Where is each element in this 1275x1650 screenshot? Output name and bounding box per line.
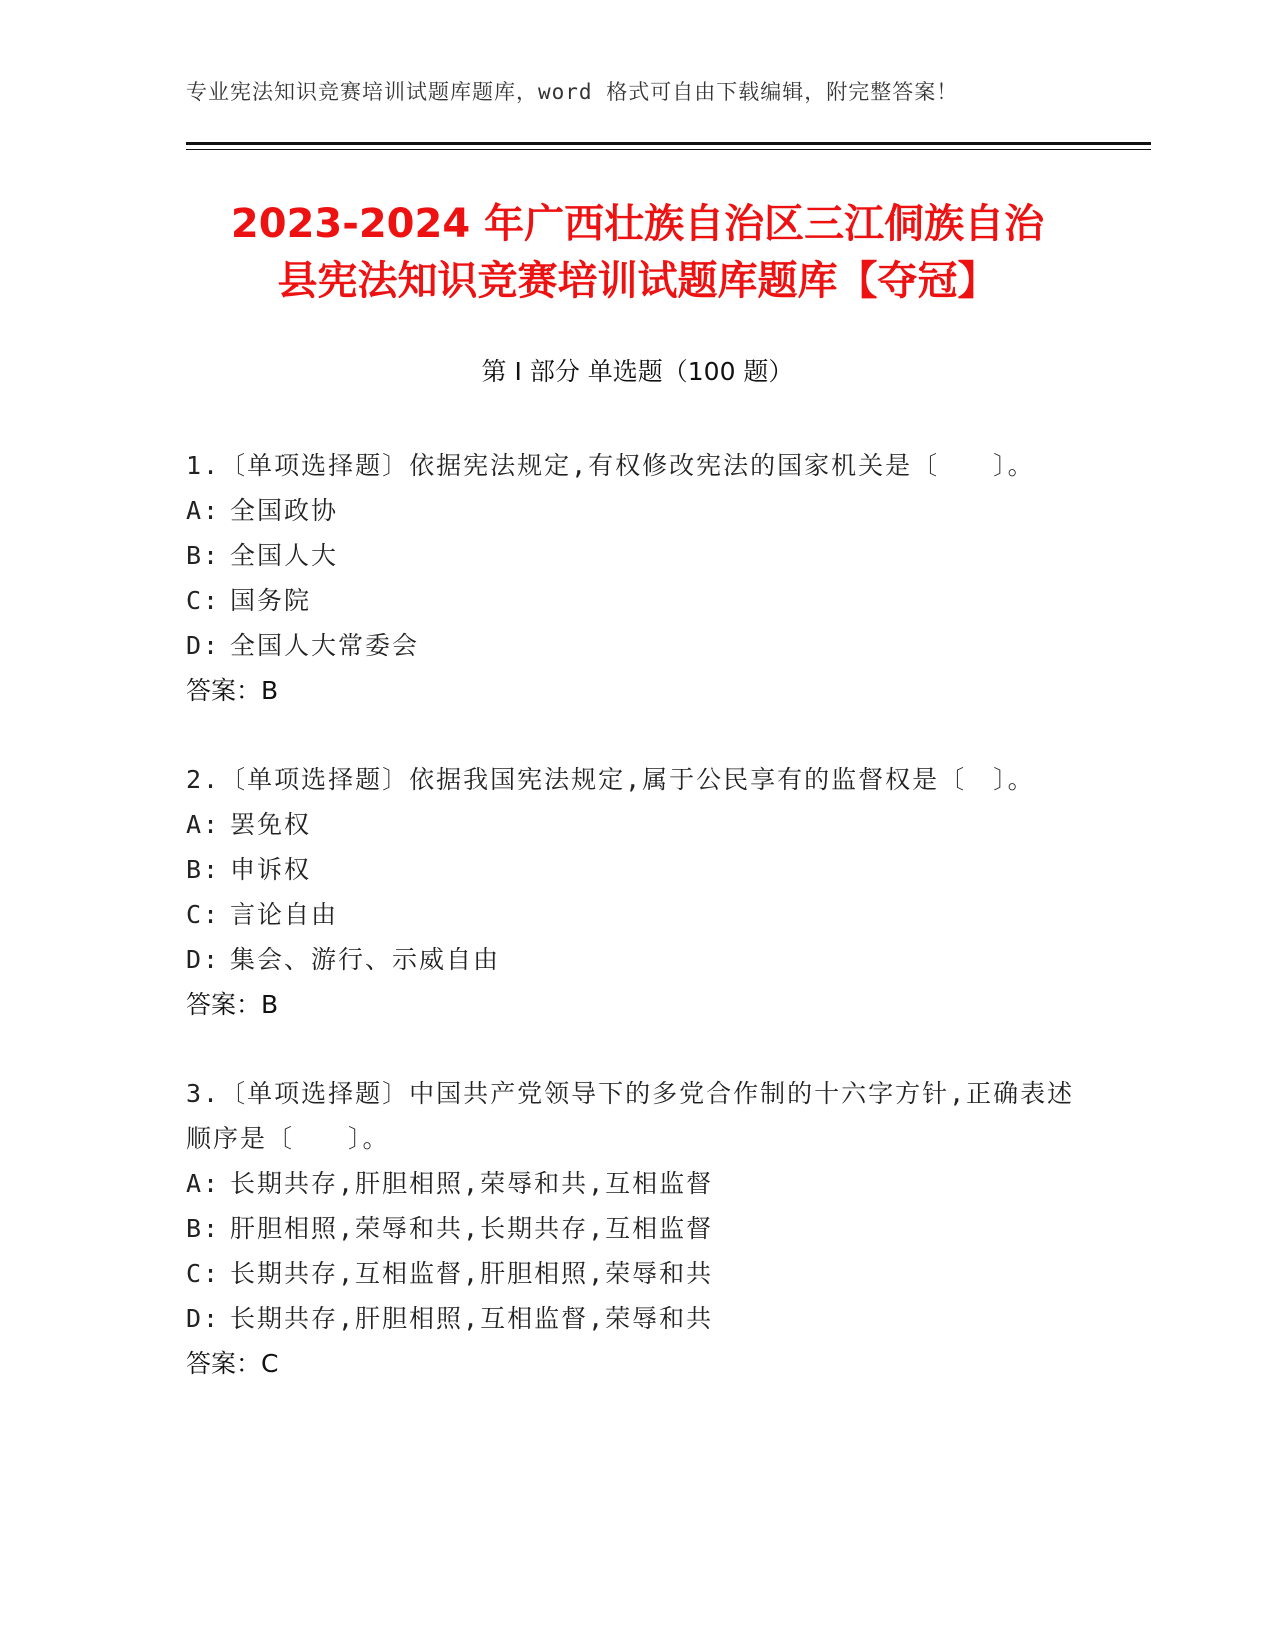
option-text: 长期共存,互相监督,肝胆相照,荣辱和共 bbox=[230, 1259, 714, 1288]
question-stem: 2.〔单项选择题〕依据我国宪法规定,属于公民享有的监督权是〔 〕。 bbox=[186, 765, 1035, 794]
option-key: D: bbox=[186, 1304, 221, 1333]
answer-line: 答案：C bbox=[186, 1349, 279, 1378]
question-1 bbox=[186, 443, 1086, 713]
section-heading: 第 I 部分 单选题（100 题） bbox=[481, 357, 794, 386]
option-text: 全国人大常委会 bbox=[230, 631, 420, 660]
option-c bbox=[186, 1251, 1086, 1296]
answer-line: 答案：B bbox=[186, 676, 279, 705]
option-key: B: bbox=[186, 855, 221, 884]
question-2 bbox=[186, 757, 1086, 1027]
question-stem: 1.〔单项选择题〕依据宪法规定,有权修改宪法的国家机关是〔 〕。 bbox=[186, 451, 1035, 480]
option-d bbox=[186, 1296, 1086, 1341]
option-d bbox=[186, 937, 1086, 982]
option-a bbox=[186, 488, 1086, 533]
option-text: 长期共存,肝胆相照,荣辱和共,互相监督 bbox=[230, 1169, 714, 1198]
option-key: C: bbox=[186, 1259, 221, 1288]
option-text: 全国政协 bbox=[230, 496, 339, 525]
header-rule-thick bbox=[186, 142, 1151, 145]
option-key: C: bbox=[186, 586, 221, 615]
option-b bbox=[186, 533, 1086, 578]
option-a bbox=[186, 802, 1086, 847]
header-rule-thin bbox=[186, 149, 1151, 150]
option-key: A: bbox=[186, 496, 221, 525]
option-key: A: bbox=[186, 810, 221, 839]
option-key: B: bbox=[186, 541, 221, 570]
option-text: 申诉权 bbox=[230, 855, 312, 884]
title-line-2: 县宪法知识竞赛培训试题库题库【夺冠】 bbox=[277, 258, 998, 304]
option-c bbox=[186, 892, 1086, 937]
question-list bbox=[186, 443, 1086, 1430]
option-text: 言论自由 bbox=[230, 900, 339, 929]
option-key: A: bbox=[186, 1169, 221, 1198]
document-title bbox=[150, 196, 1125, 310]
option-text: 长期共存,肝胆相照,互相监督,荣辱和共 bbox=[230, 1304, 714, 1333]
title-line-1: 2023-2024 年广西壮族自治区三江侗族自治 bbox=[230, 201, 1045, 247]
question-stem: 3.〔单项选择题〕中国共产党领导下的多党合作制的十六字方针,正确表述顺序是〔 〕。 bbox=[186, 1079, 1075, 1153]
option-text: 肝胆相照,荣辱和共,长期共存,互相监督 bbox=[230, 1214, 714, 1243]
option-b bbox=[186, 847, 1086, 892]
header-note: 专业宪法知识竞赛培训试题库题库，word 格式可自由下载编辑，附完整答案！ bbox=[186, 80, 959, 104]
option-key: D: bbox=[186, 945, 221, 974]
question-3 bbox=[186, 1071, 1086, 1386]
option-c bbox=[186, 578, 1086, 623]
option-key: D: bbox=[186, 631, 221, 660]
option-d bbox=[186, 623, 1086, 668]
option-key: C: bbox=[186, 900, 221, 929]
option-a bbox=[186, 1161, 1086, 1206]
option-key: B: bbox=[186, 1214, 221, 1243]
option-text: 全国人大 bbox=[230, 541, 339, 570]
option-text: 罢免权 bbox=[230, 810, 312, 839]
answer-line: 答案：B bbox=[186, 990, 279, 1019]
option-text: 国务院 bbox=[230, 586, 312, 615]
option-text: 集会、游行、示威自由 bbox=[230, 945, 501, 974]
option-b bbox=[186, 1206, 1086, 1251]
